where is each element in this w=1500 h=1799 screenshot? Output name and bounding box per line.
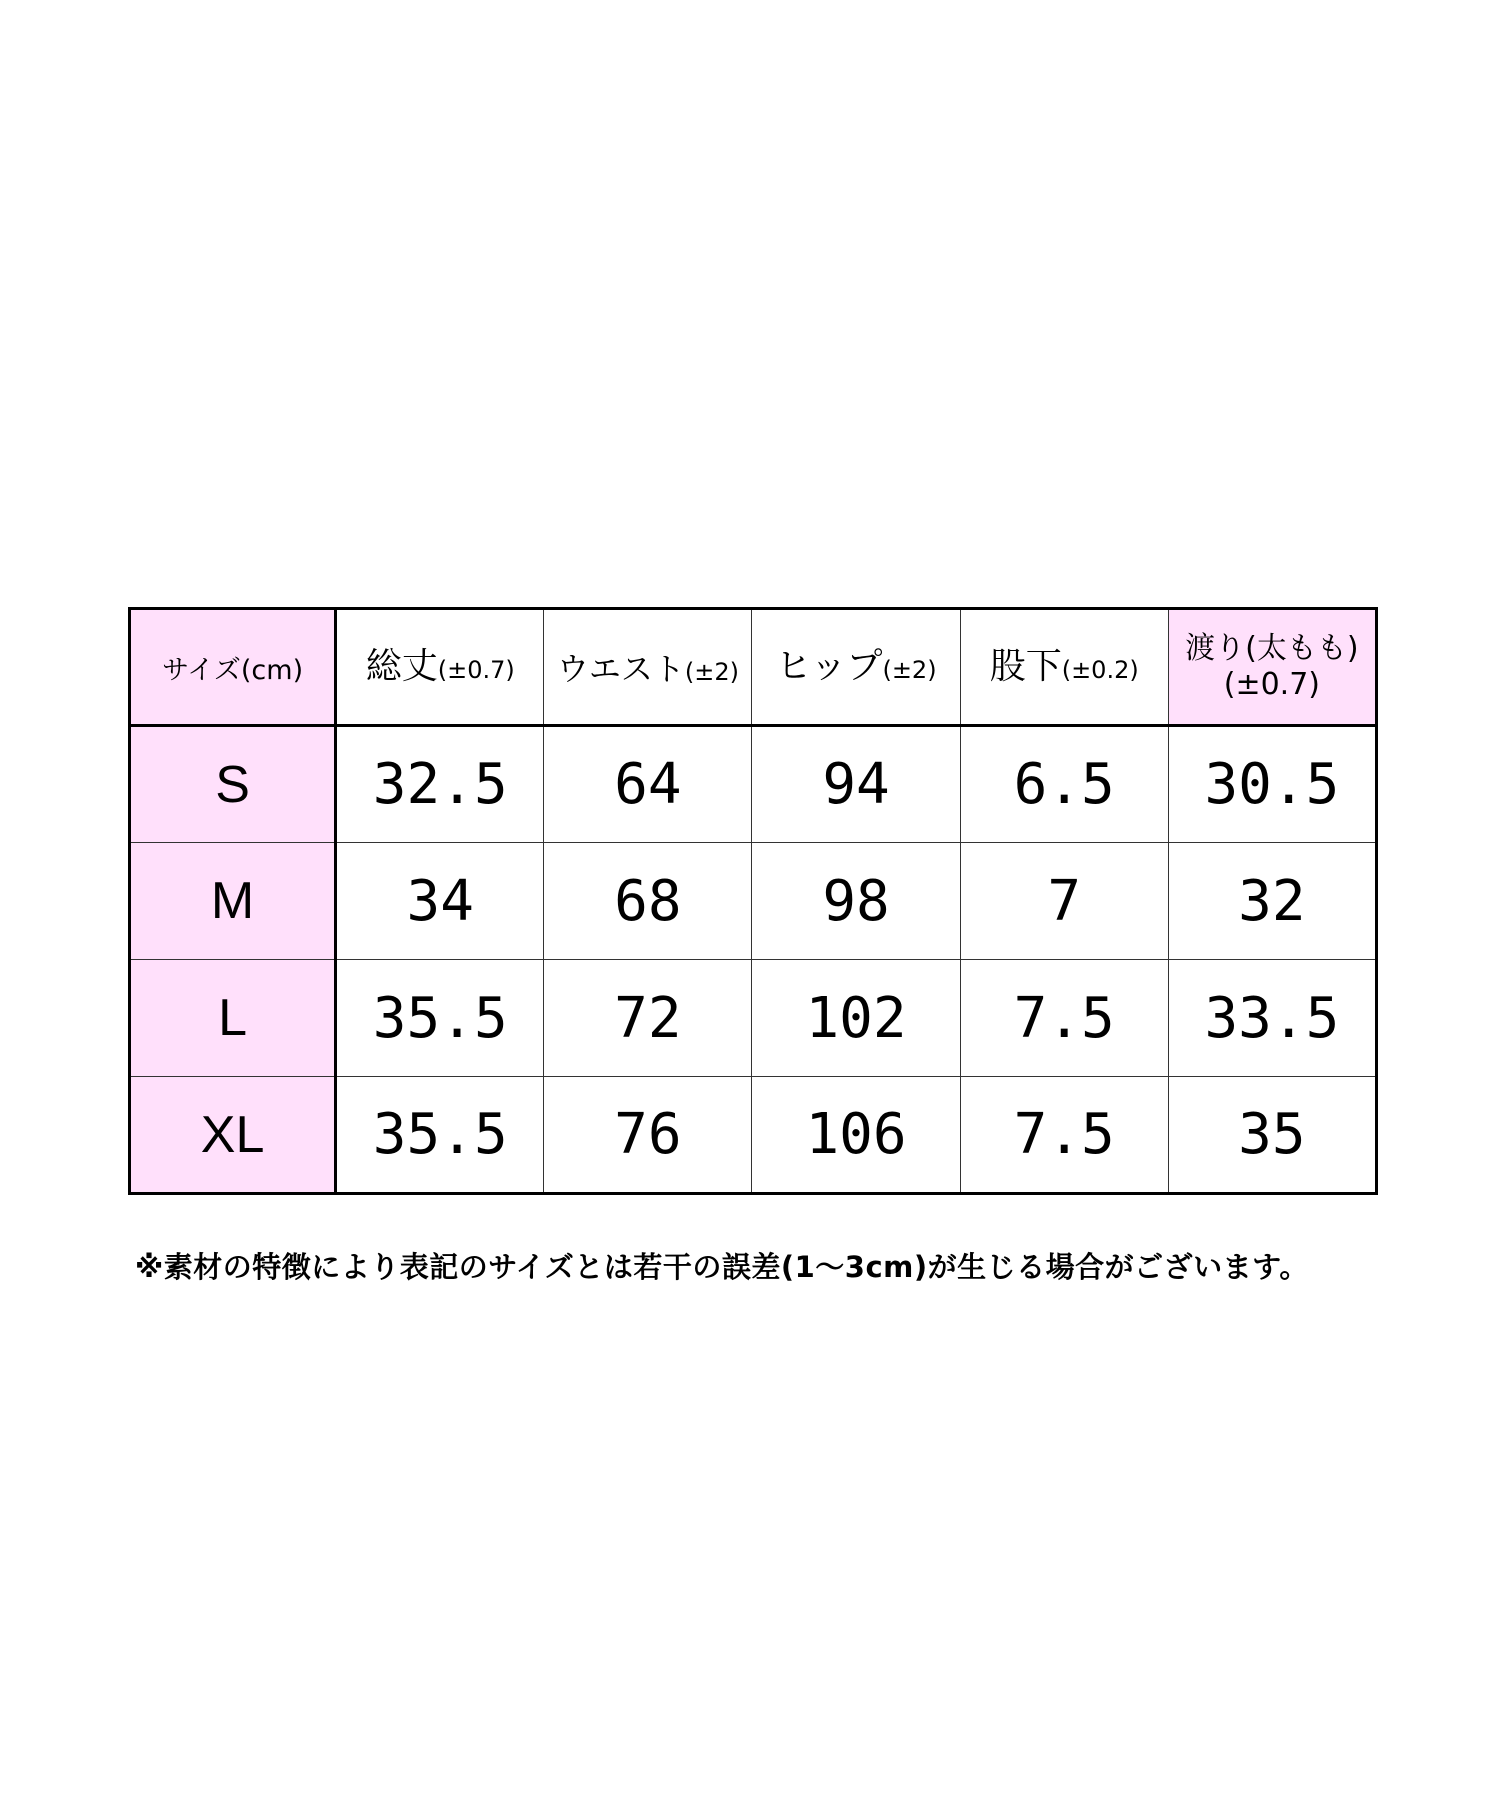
hip-value: 98 (822, 868, 890, 934)
waist-value: 76 (614, 1102, 682, 1167)
header-hip-label: ヒップ (775, 646, 883, 688)
table-cell (336, 1077, 544, 1194)
size-disclaimer-note: ※素材の特徴により表記のサイズとは若干の誤差(1～3cm)が生じる場合がございます。 (135, 1250, 1309, 1284)
size-label-cell (130, 726, 336, 843)
header-waist-tolerance: (±2) (684, 658, 739, 686)
inseam-value: 7 (1047, 868, 1082, 934)
inseam-value: 7.5 (1013, 1102, 1115, 1167)
table-cell (960, 726, 1168, 843)
header-size-label: サイズ(cm) (162, 654, 304, 686)
table-row (130, 726, 1377, 843)
hip-value: 102 (805, 985, 907, 1051)
thigh-value: 30.5 (1204, 752, 1340, 817)
table-cell (960, 843, 1168, 960)
table-cell (336, 960, 544, 1077)
table-cell (960, 960, 1168, 1077)
table-cell (336, 843, 544, 960)
table-header-row (130, 609, 1377, 726)
waist-value: 64 (614, 752, 682, 817)
table-cell (1168, 1077, 1376, 1194)
table-cell (752, 960, 960, 1077)
total-length-value: 34 (406, 868, 474, 934)
header-thigh (1168, 609, 1376, 726)
waist-value: 68 (614, 868, 682, 934)
size-label: M (210, 872, 255, 930)
size-label-cell (130, 843, 336, 960)
table-cell (544, 1077, 752, 1194)
inseam-value: 6.5 (1013, 752, 1115, 817)
table-cell (1168, 726, 1376, 843)
table-cell (544, 726, 752, 843)
total-length-value: 32.5 (372, 752, 508, 817)
size-chart-table (128, 607, 1378, 1195)
table-row (130, 960, 1377, 1077)
header-thigh-label: 渡り(太もも) (1185, 631, 1359, 666)
header-total-length (336, 609, 544, 726)
header-size-cm (130, 609, 336, 726)
size-label-cell (130, 1077, 336, 1194)
hip-value: 94 (822, 752, 890, 817)
header-hip-tolerance: (±2) (882, 656, 937, 685)
header-waist-label: ウエスト (556, 650, 685, 688)
table-cell (752, 843, 960, 960)
header-total-length-label: 総丈 (365, 646, 438, 688)
size-label: XL (200, 1105, 265, 1164)
size-label-cell (130, 960, 336, 1077)
thigh-value: 32 (1238, 868, 1306, 934)
header-total-length-tolerance: (±0.7) (437, 656, 515, 685)
thigh-value: 33.5 (1204, 985, 1340, 1051)
table-cell (544, 843, 752, 960)
header-thigh-tolerance: (±0.7) (1223, 667, 1321, 702)
table-cell (1168, 960, 1376, 1077)
table-cell (1168, 843, 1376, 960)
total-length-value: 35.5 (372, 1102, 508, 1167)
header-inseam-tolerance: (±0.2) (1061, 656, 1139, 685)
table-cell (336, 726, 544, 843)
inseam-value: 7.5 (1013, 985, 1115, 1051)
thigh-value: 35 (1238, 1102, 1306, 1167)
table-row (130, 1077, 1377, 1194)
header-hip (752, 609, 960, 726)
table-cell (544, 960, 752, 1077)
header-inseam (960, 609, 1168, 726)
size-label: S (215, 755, 250, 814)
waist-value: 72 (614, 985, 682, 1051)
table-cell (752, 726, 960, 843)
header-waist (544, 609, 752, 726)
header-inseam-label: 股下 (989, 646, 1062, 688)
hip-value: 106 (805, 1102, 907, 1167)
table-cell (752, 1077, 960, 1194)
table-cell (960, 1077, 1168, 1194)
size-label: L (218, 989, 248, 1047)
total-length-value: 35.5 (372, 985, 508, 1051)
table-row (130, 843, 1377, 960)
